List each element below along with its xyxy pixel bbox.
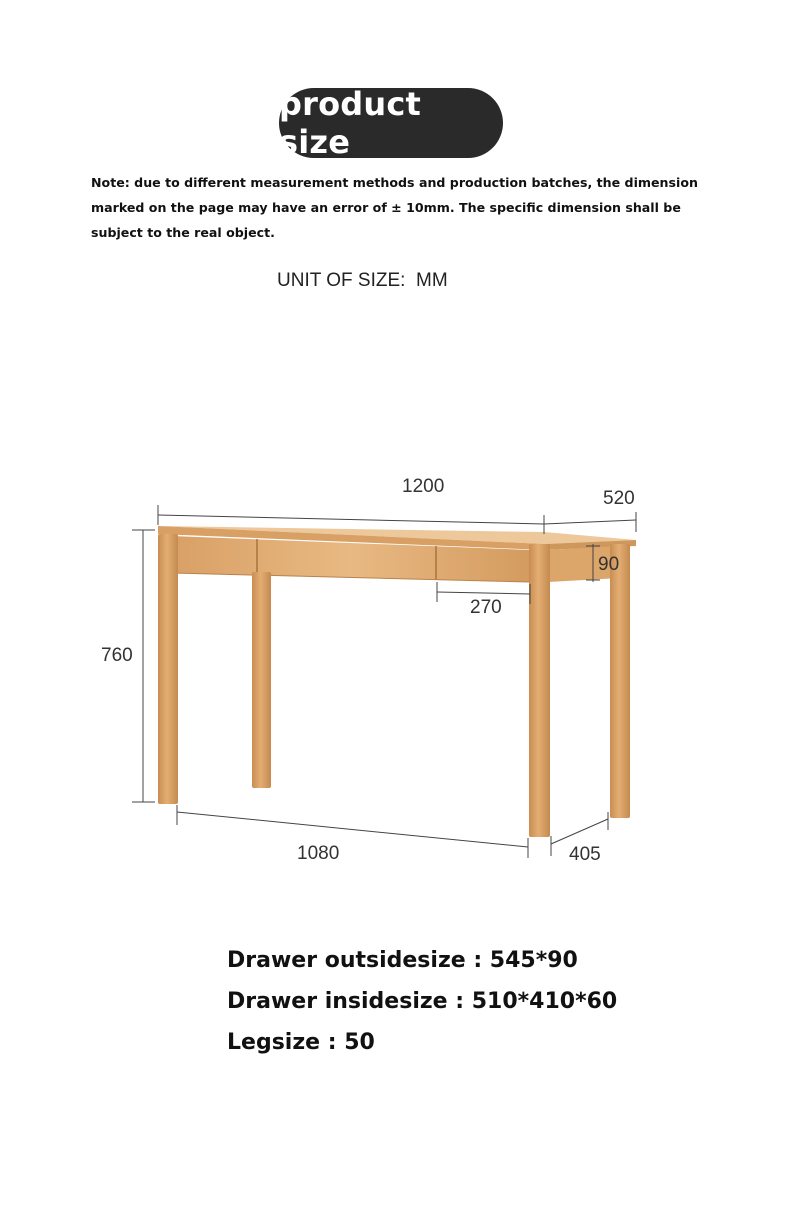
leg-back-right: [610, 544, 630, 818]
dimension-depth: 520: [603, 488, 635, 509]
desk-dimension-diagram: [0, 460, 790, 880]
dimension-leg-span: 1080: [297, 843, 340, 864]
dimension-length: 1200: [402, 476, 445, 497]
dimension-drawer-width: 270: [470, 597, 502, 618]
section-title-badge: [279, 85, 503, 161]
spec-value: 50: [344, 1030, 375, 1055]
spec-value: 510*410*60: [471, 989, 618, 1014]
spec-leg-size: Legsize : 50: [227, 1030, 375, 1055]
dimension-height: 760: [101, 645, 133, 666]
spec-label: Drawer insidesize: [227, 989, 448, 1014]
spec-label: Legsize: [227, 1030, 321, 1055]
spec-drawer-inside: Drawer insidesize : 510*410*60: [227, 989, 618, 1014]
unit-of-size: [277, 270, 448, 292]
unit-value: MM: [416, 270, 448, 291]
unit-label: UNIT OF SIZE:: [277, 270, 406, 291]
spec-drawer-outside: Drawer outsidesize : 545*90: [227, 948, 578, 973]
measurement-note: Note: due to different measurement methods and production batches, the dimension marked on the page may have an error of ± 10mm. The specific dimension shall be subject to the real object.: [91, 175, 698, 240]
spec-label: Drawer outsidesize: [227, 948, 466, 973]
desk-illustration: [0, 460, 790, 880]
spec-list: [227, 940, 617, 1063]
leg-front-left: [158, 534, 178, 804]
dimension-leg-depth: 405: [569, 844, 601, 865]
leg-back-left: [252, 572, 271, 788]
section-title: product size: [279, 85, 422, 161]
leg-front-right: [529, 544, 550, 837]
spec-value: 545*90: [489, 948, 578, 973]
dimension-apron: 90: [598, 554, 620, 575]
